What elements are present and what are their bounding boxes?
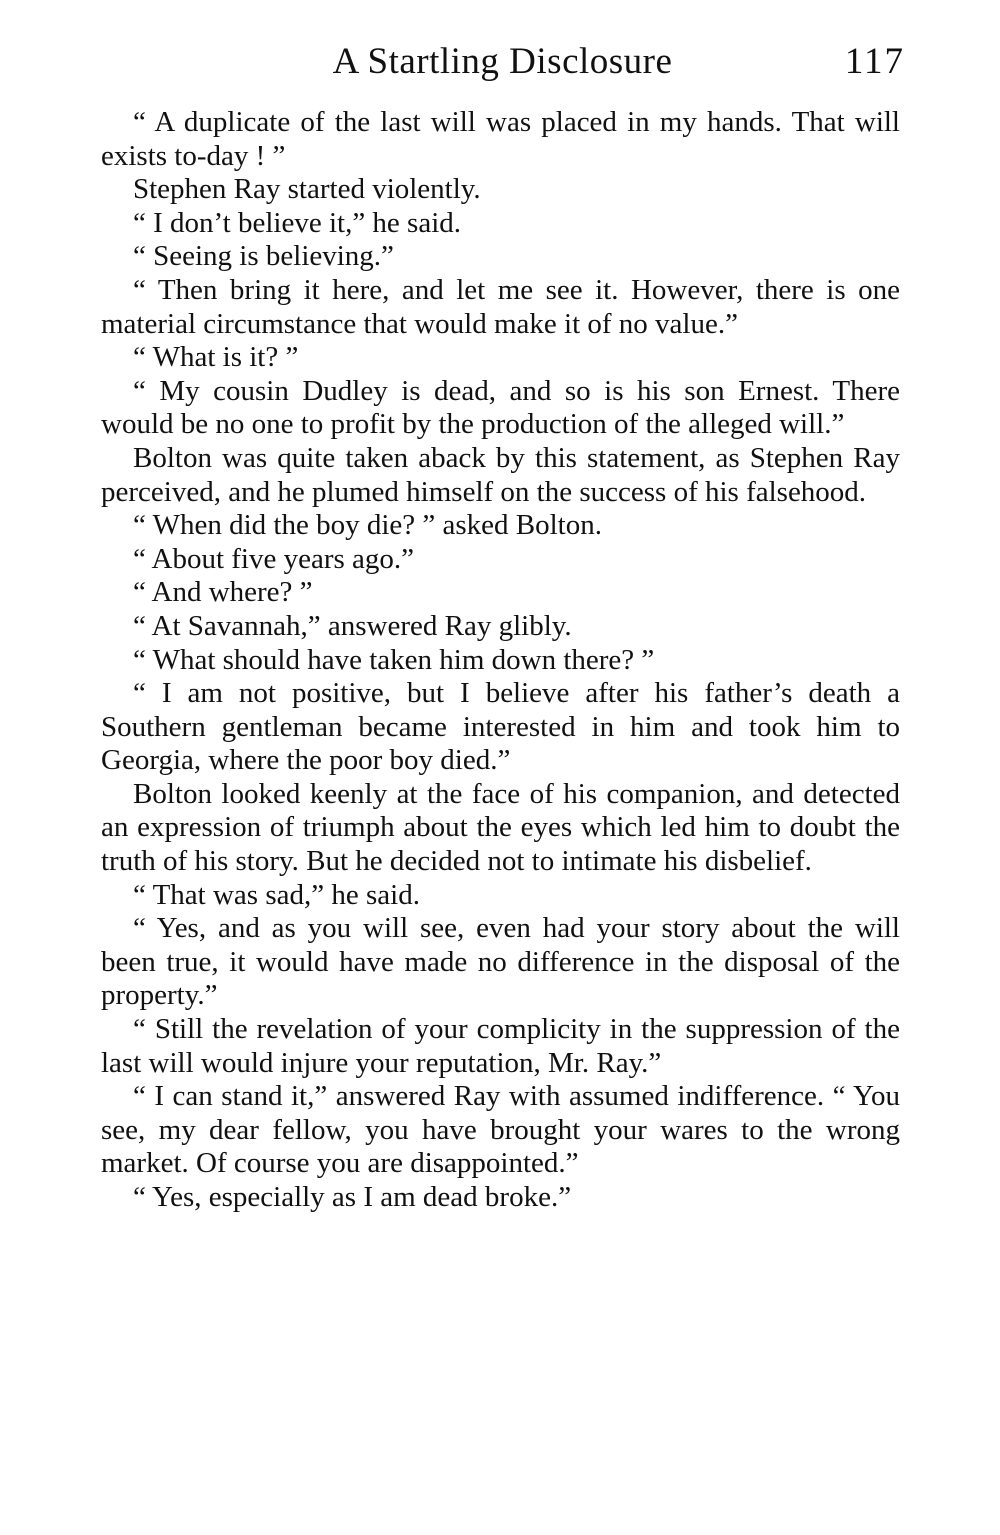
paragraph: “ What is it? ” <box>133 341 299 374</box>
paragraph: “ About five years ago.” <box>133 542 415 575</box>
body-text <box>101 106 900 1215</box>
paragraph: “ Seeing is believing.” <box>133 240 394 273</box>
paragraph: “ And where? ” <box>133 576 313 609</box>
paragraph: “ I don’t believe it,” he said. <box>133 206 462 239</box>
paragraph: “ Yes, and as you will see, even had your story about the will been true, it would have made no difference in the disposal of the property.” <box>101 912 900 1012</box>
paragraph: “ That was sad,” he said. <box>133 878 420 911</box>
paragraph: “ When did the boy die? ” asked Bolton. <box>133 509 602 542</box>
page-header <box>100 38 905 86</box>
paragraph: “ At Savannah,” answered Ray glibly. <box>133 609 572 642</box>
paragraph: “ I am not positive, but I believe after his father’s death a Southern gentleman became interested in him and took him to Georgia, where the poor boy died.” <box>101 677 900 777</box>
page-number: 117 <box>844 41 905 82</box>
paragraph: “ Still the revelation of your complicity in the suppression of the last will would injure your reputation, Mr. Ray.” <box>101 1013 900 1079</box>
paragraph: “ My cousin Dudley is dead, and so is his son Ernest. There would be no one to profit by the production of the alleged will.” <box>101 374 900 441</box>
paragraph: “ A duplicate of the last will was placed in my hands. That will exists to-day ! ” <box>101 106 900 172</box>
paragraph: “ What should have taken him down there? ” <box>133 643 655 676</box>
paragraph: Stephen Ray started violently. <box>133 173 481 206</box>
running-title: A Startling Disclosure <box>332 41 673 82</box>
paragraph: “ Then bring it here, and let me see it. However, there is one material circumstance that would make it of no value.” <box>101 273 900 340</box>
paragraph: Bolton looked keenly at the face of his companion, and detected an expression of triumph about the eyes which led him to doubt the truth of his story. But he decided not to intimate his disbelief. <box>101 777 900 878</box>
paragraph: “ Yes, especially as I am dead broke.” <box>133 1181 572 1213</box>
paragraph: Bolton was quite taken aback by this statement, as Stephen Ray perceived, and he plumed himself on the success of his falsehood. <box>101 441 900 508</box>
paragraph: “ I can stand it,” answered Ray with assumed indifference. “ You see, my dear fellow, you have brought your wares to the wrong market. Of course you are disappointed.” <box>101 1080 900 1180</box>
